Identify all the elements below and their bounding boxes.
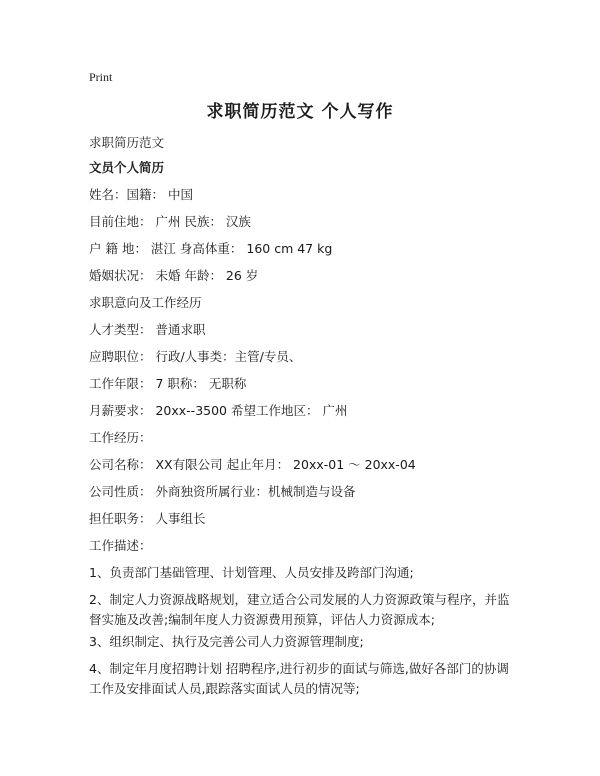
- field-role: 担任职务： 人事组长: [89, 511, 206, 526]
- field-residence-ethnicity: 目前住地： 广州 民族： 汉族: [89, 214, 251, 229]
- field-talent-type: 人才类型： 普通求职: [89, 322, 206, 337]
- duty-item-2: 2、制定人力资源战略规划，建立适合公司发展的人力资源政策与程序，并监督实施及改善;编制年度人力资源费用预算，评估人力资源成本;: [89, 592, 510, 627]
- field-company-period: 公司名称： XX有限公司 起止年月： 20xx-01 ～ 20xx-04: [89, 457, 416, 472]
- field-hometown-height-weight: 户 籍 地： 湛江 身高体重： 160 cm 47 kg: [89, 241, 333, 256]
- field-company-type: 公司性质： 外商独资所属行业：机械制造与设备: [89, 484, 356, 499]
- duty-item-3: 3、组织制定、执行及完善公司人力资源管理制度;: [89, 634, 364, 649]
- page-title: 求职简历范文 个人写作: [206, 102, 394, 122]
- duty-item-4: 4、制定年月度招聘计划 招聘程序,进行初步的面试与筛选,做好各部门的协调工作及安排面试人员,跟踪落实面试人员的情况等;: [89, 661, 509, 696]
- section-work-experience: 工作经历：: [89, 430, 152, 445]
- section-job-intent: 求职意向及工作经历: [89, 295, 202, 310]
- field-marital-age: 婚姻状况： 未婚 年龄： 26 岁: [89, 268, 259, 283]
- field-years-title: 工作年限： 7 职称： 无职称: [89, 376, 247, 391]
- print-link[interactable]: Print: [89, 70, 113, 84]
- resume-heading: 文员个人简历: [89, 160, 165, 175]
- field-name-nationality: 姓名：国籍： 中国: [89, 187, 193, 202]
- field-position: 应聘职位： 行政/人事类：主管/专员、: [89, 349, 302, 364]
- section-heading: 求职简历范文: [89, 135, 165, 150]
- duty-item-1: 1、负责部门基础管理、计划管理、人员安排及跨部门沟通;: [89, 565, 414, 580]
- field-salary-region: 月薪要求： 20xx--3500 希望工作地区： 广州: [89, 403, 348, 418]
- section-job-description: 工作描述：: [89, 538, 152, 553]
